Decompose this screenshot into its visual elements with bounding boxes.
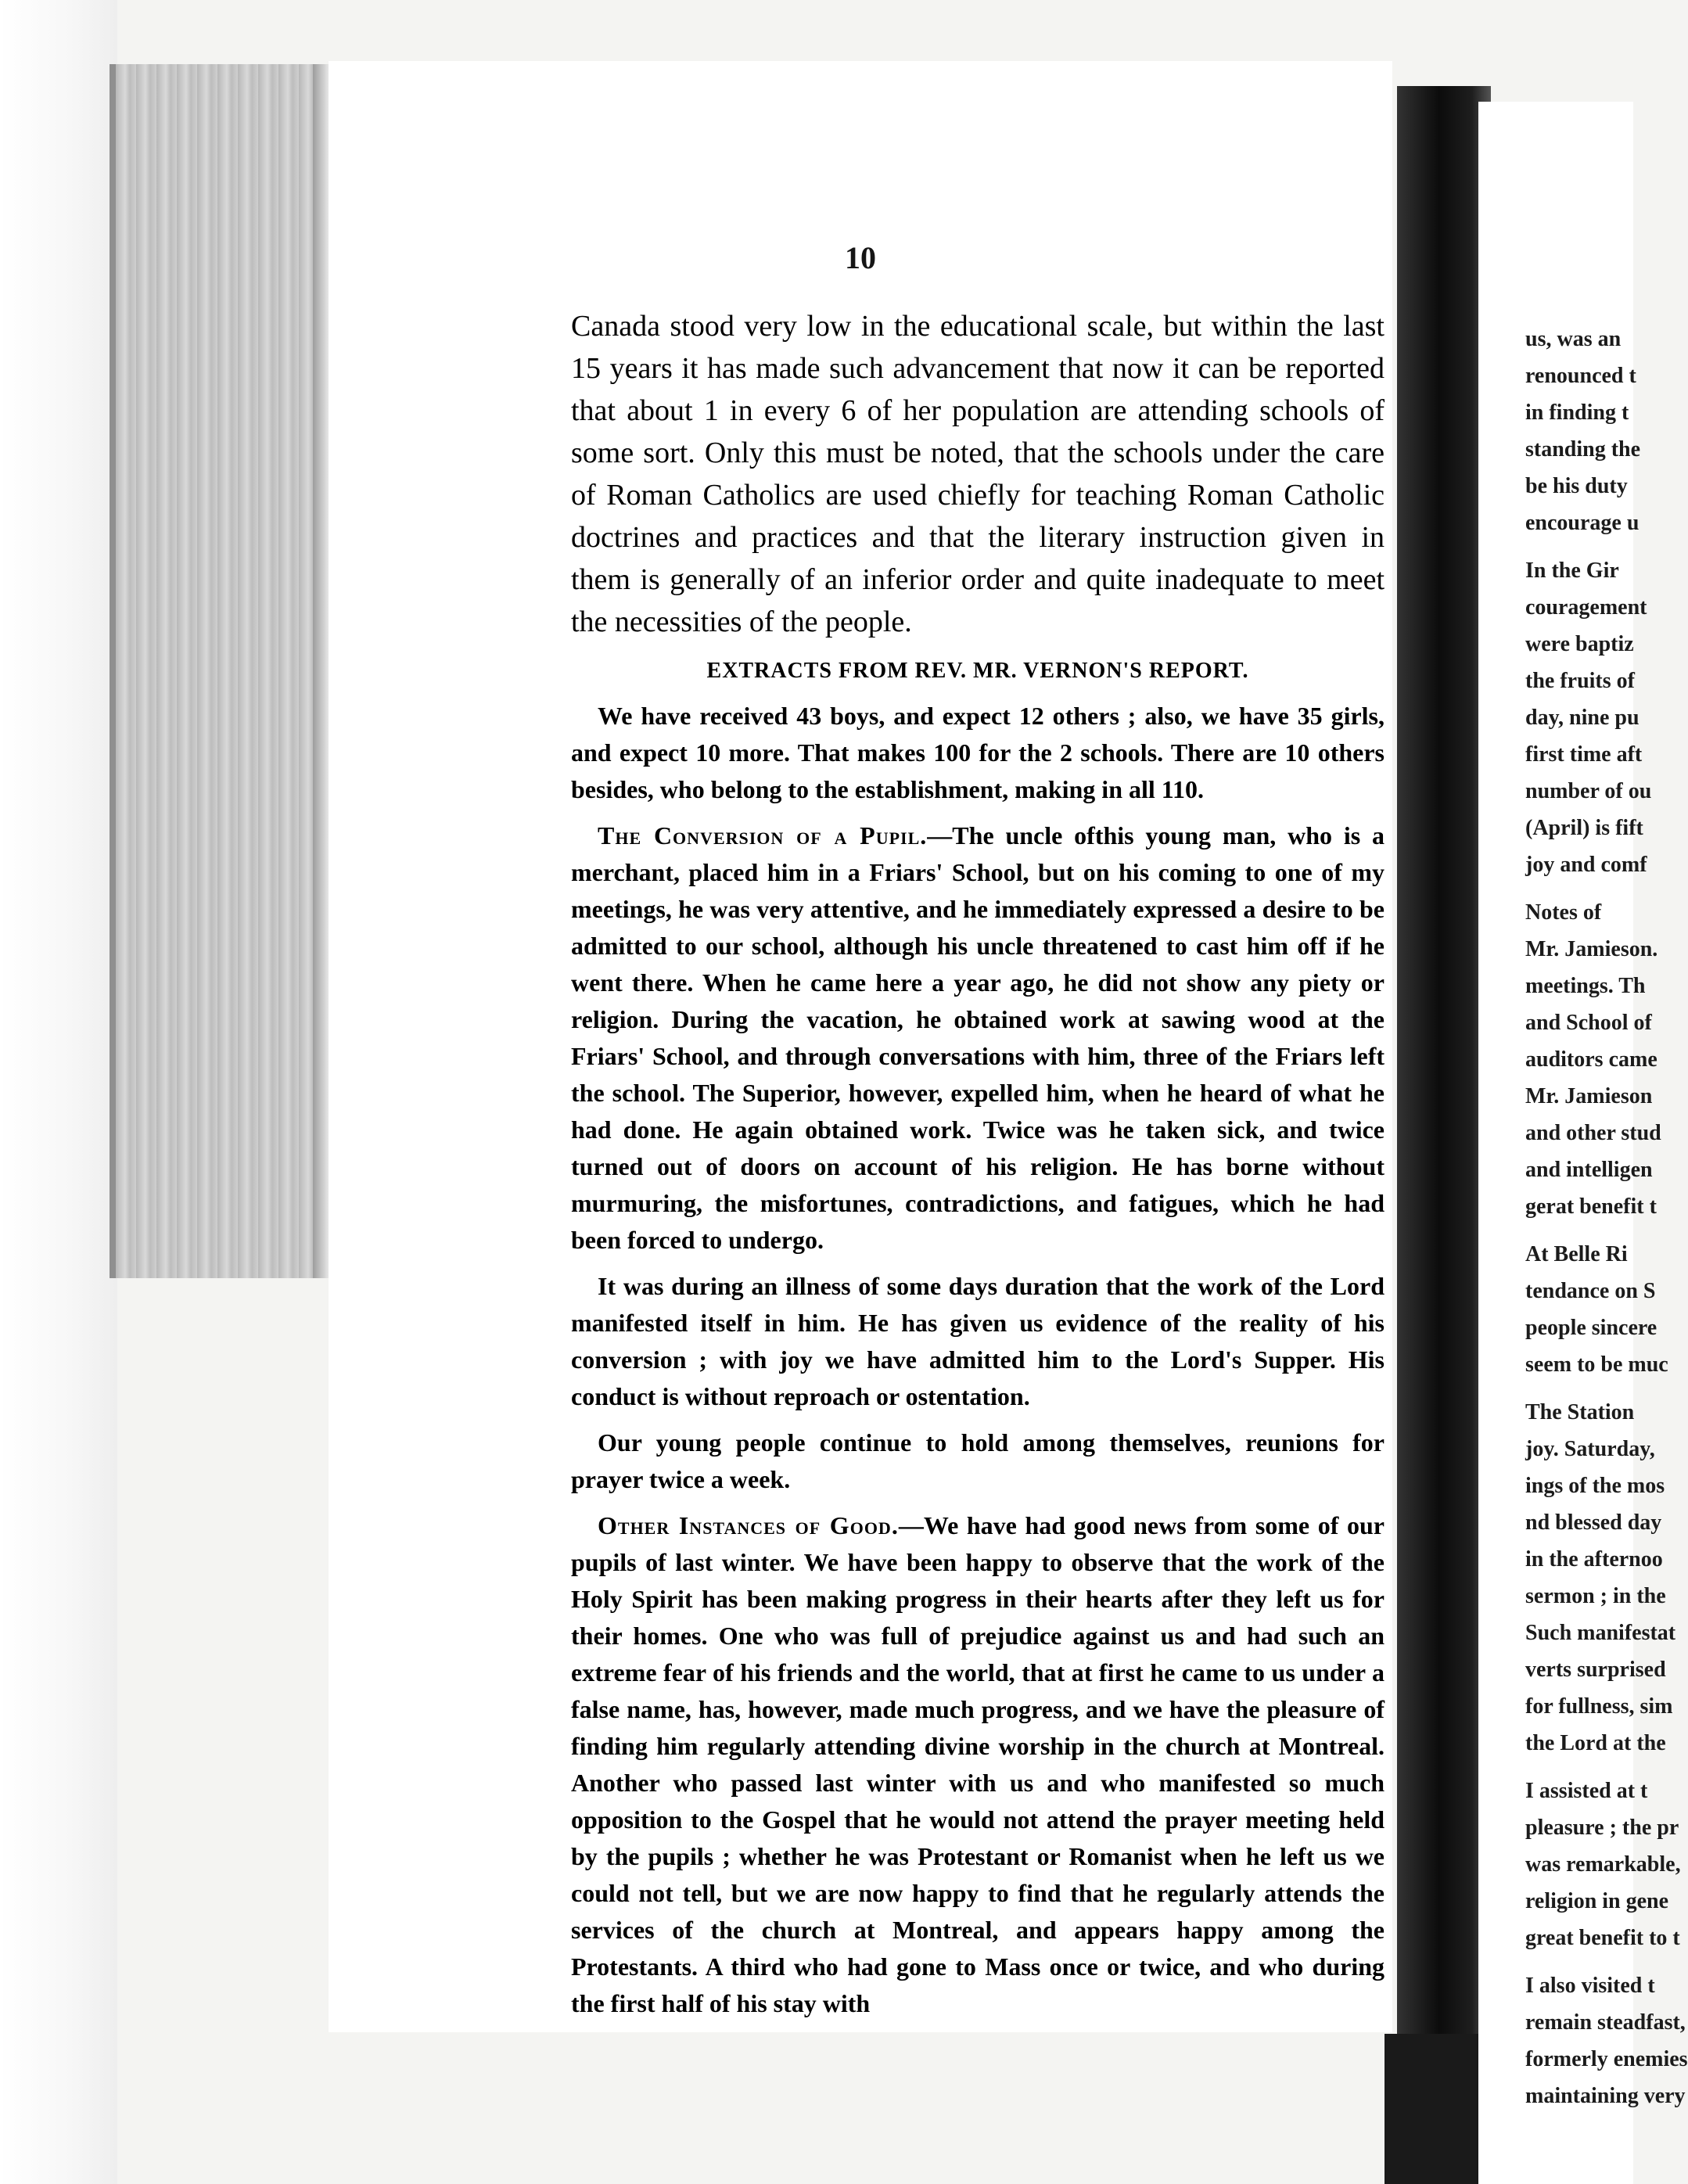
page-body xyxy=(571,305,1385,2031)
paragraph-gap xyxy=(1525,1762,1633,1773)
paragraph-gap xyxy=(1525,1383,1633,1394)
intro-text: Canada stood very low in the educational scale, but within the last 15 years it has made such advancement that now it can be reported that about 1 in every 6 of her population are attending schools of some sort. Only this must be noted, that the schools under the care of Roman Catholics are used chiefly for teaching Roman Catholic doctrines and practices and that the literary instruction given in them is generally of an inferior order and quite inadequate to meet the necessities of the people. xyxy=(571,310,1385,638)
right-page-line: be his duty xyxy=(1525,474,1628,498)
right-page-line: was remarkable, xyxy=(1525,1852,1681,1877)
right-page-line: for fullness, sim xyxy=(1525,1694,1673,1719)
right-page-line: and intelligen xyxy=(1525,1158,1653,1182)
right-page-line: (April) is fift xyxy=(1525,816,1643,840)
report-paragraph xyxy=(571,1424,1385,1498)
right-page-line: Notes of xyxy=(1525,900,1602,925)
right-page-line: standing the xyxy=(1525,437,1641,462)
paragraph-text: —The uncle ofthis young man, who is a merchant, placed him in a Friars' School, but on his coming to one of my meetings, he was very attentive, and he immediately expressed a desire to be admitted to our school, although his uncle threatened to cast him off if he went there. When he came here a year ago, he did not show any piety or religion. During the vacation, he obtained work at sawing wood at the Friars' School, and through conversations with him, three of the Friars left the school. The Superior, however, expelled him, when he heard of what he had done. He again obtained work. Twice was he taken sick, and twice turned out of doors on account of his religion. He has borne without murmuring, the misfortunes, contradictions, and fatigues, which he had been forced to undergo. xyxy=(571,821,1385,1254)
report-paragraph xyxy=(571,1268,1385,1415)
section-heading: EXTRACTS FROM REV. MR. VERNON'S REPORT. xyxy=(706,659,1249,683)
page-stack-edge xyxy=(110,64,335,1278)
right-page-line: people sincere xyxy=(1525,1316,1657,1340)
right-page-line: first time aft xyxy=(1525,742,1643,767)
right-page-line: pleasure ; the pr xyxy=(1525,1816,1679,1840)
paragraph-lead-in: Other Instances of Good. xyxy=(598,1511,899,1539)
page-number: 10 xyxy=(845,240,876,275)
right-page-line: gerat benefit t xyxy=(1525,1194,1657,1219)
right-page-line: nd blessed day xyxy=(1525,1510,1662,1535)
right-page-lines xyxy=(1478,102,1688,2114)
scanner-edge xyxy=(0,0,117,2184)
right-page-line: encourage u xyxy=(1525,511,1640,535)
right-page-line: and other stud xyxy=(1525,1121,1661,1145)
paragraph-text: We have received 43 boys, and expect 12 others ; also, we have 35 girls, and expect 10 more. That makes 100 for the 2 schools. There are 10 others besides, who belong to the establishment, making in all 110. xyxy=(571,702,1385,803)
right-page-line: sermon ; in the xyxy=(1525,1584,1666,1608)
paragraph-gap xyxy=(1525,1956,1633,1967)
right-page-line: renounced t xyxy=(1525,364,1636,388)
right-page-line: ings of the mos xyxy=(1525,1474,1665,1498)
right-page-line: In the Gir xyxy=(1525,559,1619,583)
paragraph-text: It was during an illness of some days duration that the work of the Lord manifested itself in him. He has given us evidence of the reality of his conversion ; with joy we have admitted him to the Lord's Supper. His conduct is without reproach or ostentation. xyxy=(571,1272,1385,1410)
right-page-line: Mr. Jamieson xyxy=(1525,1084,1653,1108)
paragraph-gap xyxy=(1525,883,1633,894)
right-page-fragment xyxy=(1478,102,1688,2184)
right-page-line: in the afternoo xyxy=(1525,1547,1663,1572)
right-page-line: I also visited t xyxy=(1525,1974,1655,1998)
paragraph-gap xyxy=(1525,541,1633,552)
right-page-line: verts surprised xyxy=(1525,1658,1666,1682)
right-page-line: great benefit to t xyxy=(1525,1926,1680,1950)
right-page-line: meetings. Th xyxy=(1525,974,1646,998)
right-page-line: tendance on S xyxy=(1525,1279,1656,1303)
report-paragraphs xyxy=(571,698,1385,2022)
right-page-line: At Belle Ri xyxy=(1525,1242,1628,1266)
book-gutter xyxy=(1397,86,1491,2182)
paragraph-text: —We have had good news from some of our pupils of last winter. We have been happy to observe that the work of the Holy Spirit has been making progress in their hearts after they left us for their homes. One who was full of prejudice against us and had such an extreme fear of his friends and the world, that at first he came to us under a false name, has, however, made much progress, and we have the pleasure of finding him regularly attending divine worship in the church at Montreal. Another who passed last winter with us and who manifested so much opposition to the Gospel that he would not attend the prayer meeting held by the pupils ; whether he was Protestant or Romanist when he left us we could not tell, but we are now happy to find that he regularly attends the services of the church at Montreal, and appears happy among the Protestants. A third who had gone to Mass once or twice, and who during the first half of his stay with xyxy=(571,1511,1385,2017)
right-page-line: seem to be muc xyxy=(1525,1352,1668,1377)
right-page-line: maintaining very xyxy=(1525,2084,1686,2108)
right-page-line: auditors came xyxy=(1525,1047,1657,1072)
right-page-line: formerly enemies xyxy=(1525,2047,1688,2071)
page-stack-shadow xyxy=(313,64,330,1278)
right-page-line: the fruits of xyxy=(1525,669,1635,693)
right-page-line: in finding t xyxy=(1525,401,1629,425)
report-paragraph xyxy=(571,1507,1385,2022)
right-page-line: number of ou xyxy=(1525,779,1652,803)
paragraph-text: Our young people continue to hold among themselves, reunions for prayer twice a week. xyxy=(571,1428,1385,1493)
right-page-line: were baptiz xyxy=(1525,632,1634,656)
right-page-line: couragement xyxy=(1525,595,1647,620)
right-page-line: The Station xyxy=(1525,1400,1635,1424)
report-paragraph xyxy=(571,817,1385,1259)
gutter-bottom-shadow xyxy=(1385,2034,1494,2184)
right-page-line: religion in gene xyxy=(1525,1889,1669,1913)
right-page-line: the Lord at the xyxy=(1525,1731,1666,1755)
right-page-line: Mr. Jamieson. xyxy=(1525,937,1658,961)
right-page-line: joy. Saturday, xyxy=(1525,1437,1655,1461)
right-page-line: and School of xyxy=(1525,1011,1652,1035)
right-page-line: day, nine pu xyxy=(1525,706,1640,730)
right-page-line: remain steadfast, xyxy=(1525,2010,1686,2035)
right-page-line: joy and comf xyxy=(1525,853,1647,877)
paragraph-gap xyxy=(1525,1225,1633,1236)
right-page-line: us, was an xyxy=(1525,327,1622,351)
intro-paragraph xyxy=(571,305,1385,643)
right-page-line: Such manifestat xyxy=(1525,1621,1676,1645)
right-page-line: I assisted at t xyxy=(1525,1779,1648,1803)
paragraph-lead-in: The Conversion of a Pupil. xyxy=(598,821,928,850)
report-paragraph xyxy=(571,698,1385,808)
